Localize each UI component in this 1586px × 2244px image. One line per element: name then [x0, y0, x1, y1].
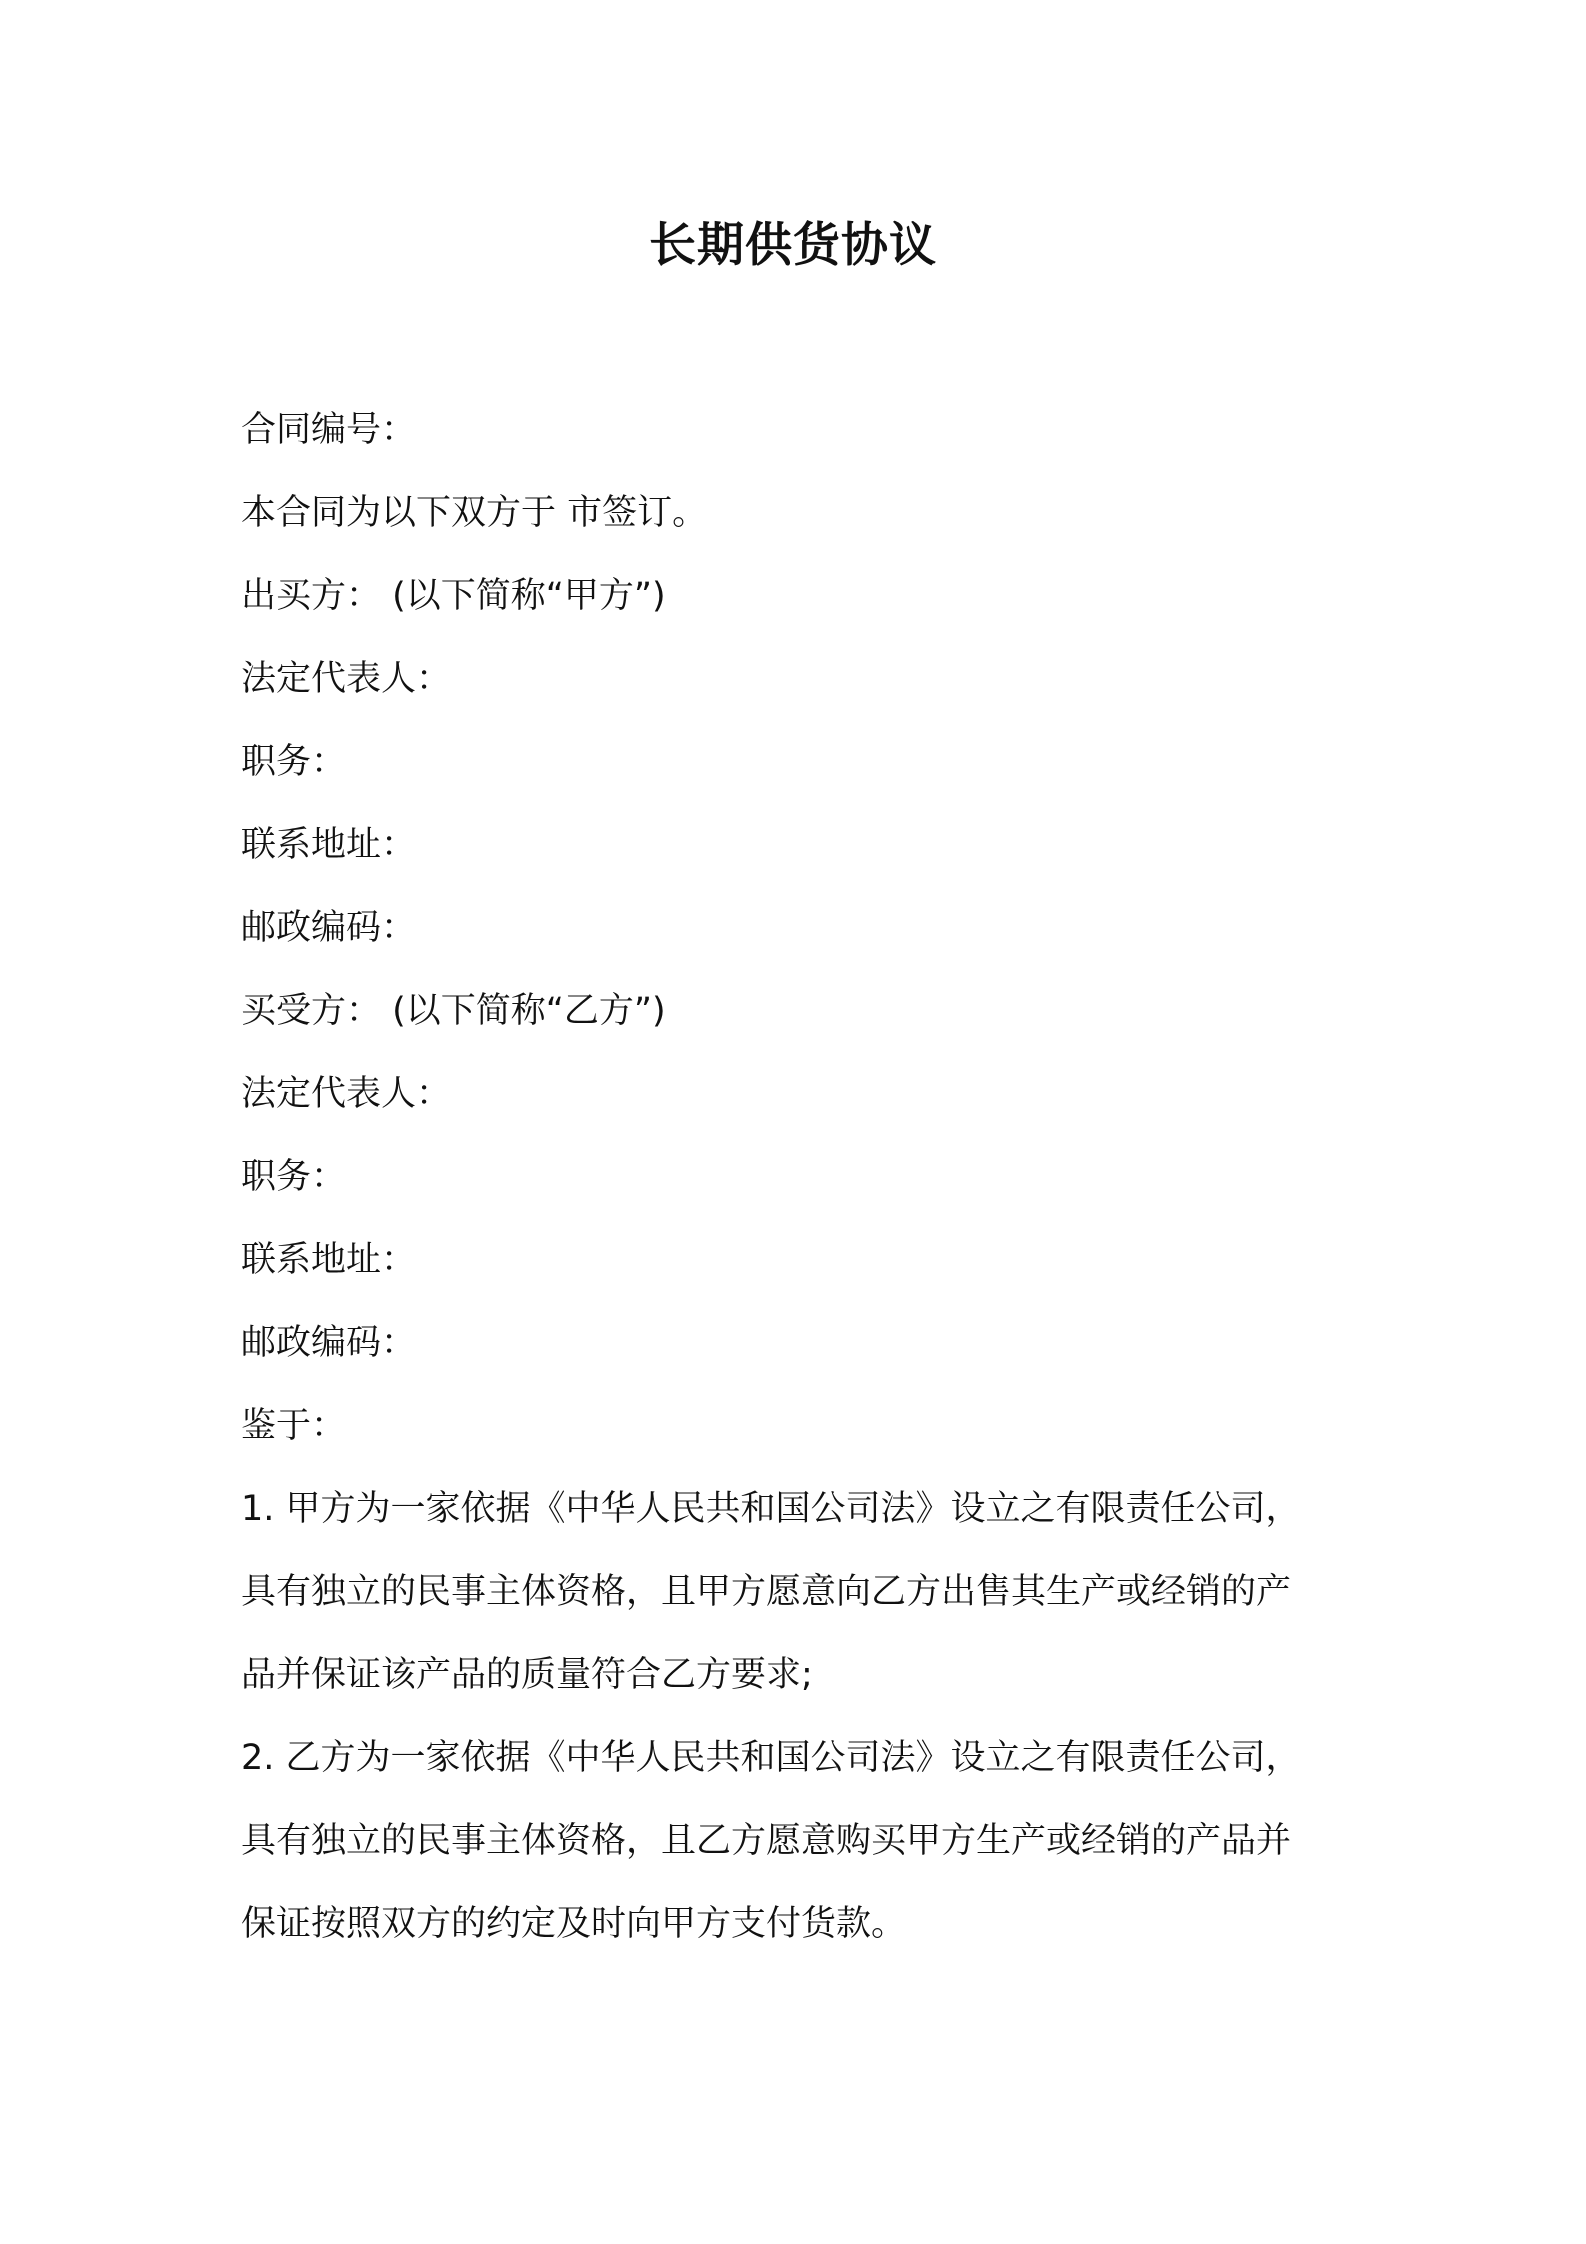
whereas-heading: 鉴于：: [241, 1406, 347, 1446]
buyer-legal-representative-line: 法定代表人：: [241, 1074, 452, 1114]
buyer-postcode-line: 邮政编码：: [241, 1323, 417, 1363]
seller-line: 出买方： (以下简称“甲方”): [241, 576, 666, 616]
contract-number-line: 合同编号：: [241, 410, 417, 450]
recital-2-line-2: 具有独立的民事主体资格，且乙方愿意购买甲方生产或经销的产品并: [241, 1821, 1292, 1861]
buyer-address-line: 联系地址：: [241, 1240, 417, 1280]
seller-position-line: 职务：: [241, 742, 347, 782]
document-title: 长期供货协议: [649, 218, 937, 273]
seller-postcode-line: 邮政编码：: [241, 908, 417, 948]
seller-legal-representative-line: 法定代表人：: [241, 659, 452, 699]
recital-1-line-3: 品并保证该产品的质量符合乙方要求;: [241, 1655, 813, 1695]
buyer-position-line: 职务：: [241, 1157, 347, 1197]
recital-1-line-1: 1. 甲方为一家依据《中华人民共和国公司法》设立之有限责任公司，: [241, 1489, 1301, 1529]
signing-location-line: 本合同为以下双方于 市签订。: [241, 493, 708, 533]
seller-address-line: 联系地址：: [241, 825, 417, 865]
recital-1-line-2: 具有独立的民事主体资格，且甲方愿意向乙方出售其生产或经销的产: [241, 1572, 1292, 1612]
buyer-line: 买受方： (以下简称“乙方”): [241, 991, 666, 1031]
recital-2-line-1: 2. 乙方为一家依据《中华人民共和国公司法》设立之有限责任公司，: [241, 1738, 1301, 1778]
recital-2-line-3: 保证按照双方的约定及时向甲方支付货款。: [241, 1904, 907, 1944]
